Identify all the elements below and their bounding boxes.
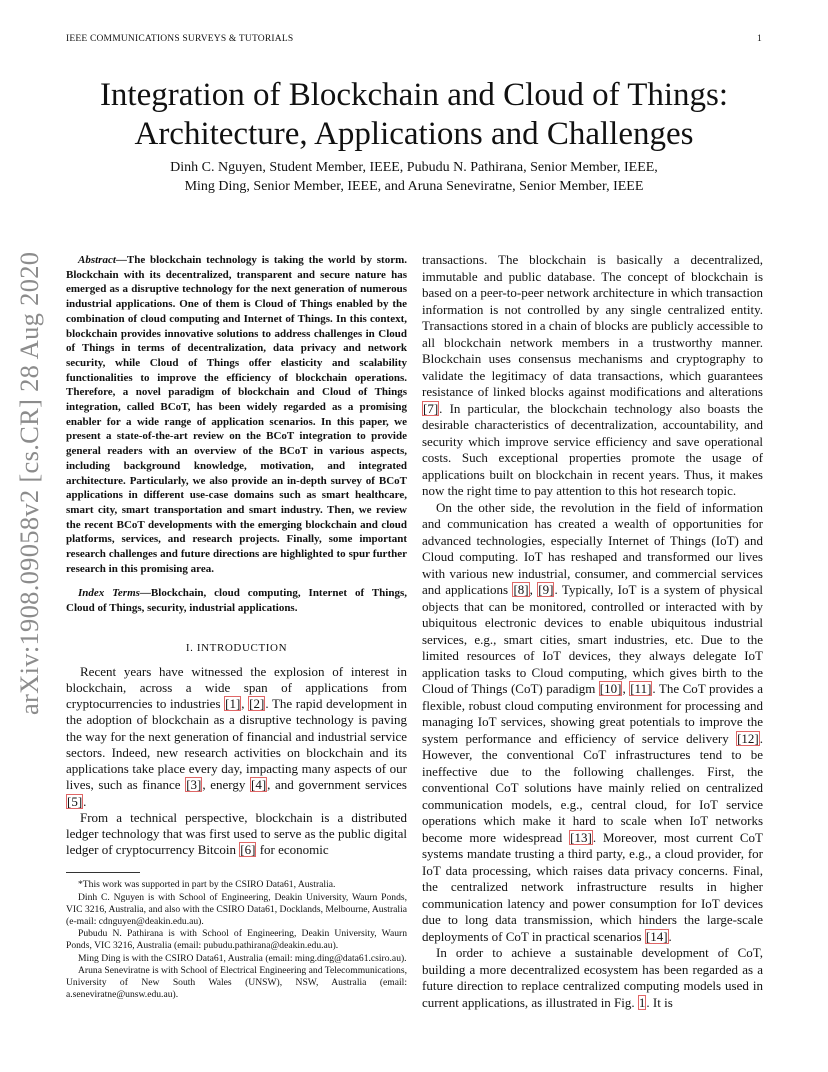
footnote-author-3: Ming Ding is with the CSIRO Data61, Australia (email: ming.ding@data61.csiro.au). (78, 952, 407, 964)
citation-link[interactable]: [5] (67, 793, 83, 809)
footnote-author-4: Aruna Seneviratne is with School of Electrical Engineering and Telecommunications, University of New South Wales (UNSW), NSW, Australia (email: a.seneviratne@unsw.edu.au). (66, 964, 407, 1001)
citation-link[interactable]: [8] (513, 582, 529, 597)
right-paragraph-3: In order to achieve a sustainable development of CoT, building a more decentralized ecosystem has been regarded as a future direction to replace centralized computing models used in current applications, as illustrated in Fig. 1. It is (422, 945, 763, 1010)
citation-link[interactable]: [3] (186, 777, 202, 793)
footnote-funding: *This work was supported in part by the CSIRO Data61, Australia. (78, 879, 336, 891)
authors-line-2: Ming Ding, Senior Member, IEEE, and Aruna Seneviratne, Senior Member, IEEE (184, 179, 644, 194)
intro-paragraph-2: From a technical perspective, blockchain is a distributed ledger technology that was first used to serve as the public digital ledger of cryptocurrency Bitcoin [6] for economic (66, 809, 407, 858)
running-head (66, 34, 762, 44)
footnote-divider (66, 872, 140, 873)
citation-link[interactable]: [12] (737, 730, 759, 746)
citation-link[interactable]: [4] (250, 777, 267, 793)
citation-link[interactable]: [13] (570, 829, 592, 845)
footnotes (66, 879, 407, 1001)
authors-line-1: Dinh C. Nguyen, Student Member, IEEE, Pubudu N. Pathirana, Senior Member, IEEE, (170, 160, 658, 175)
citation-link[interactable]: [11] (630, 681, 652, 696)
arxiv-identifier: arXiv:1908.09058v2 [cs.CR] 28 Aug 2020 (14, 251, 44, 715)
citation-link[interactable]: [6] (240, 842, 256, 858)
index-terms-label: Index Terms (78, 587, 140, 600)
citation-link[interactable]: [7] (423, 400, 439, 416)
right-paragraph-2: On the other side, the revolution in the field of information and communication has created a wealth of opportunities for advanced technologies, especially Internet of Things (IoT) and Cloud computing. IoT has reshaped and transformed our lives with various new industrial, consumer, and commercial services and applications [8], [9]. Typically, IoT is a system of physical objects that can be monitored, controlled or interacted with by ubiquitous electronic devices to enable ubiquitous industrial services, e.g., smart cities, smart industries, etc. Due to the limited resources of IoT devices, they always delegate IoT application tasks to Cloud computing, which gives birth to the Cloud of Things (CoT) paradigm [10], [11]. The CoT provides a flexible, robust cloud computing environment for processing and managing IoT services, showing great potentials to improve the system performance and efficiency of service delivery [12]. However, the conventional CoT infrastructures tend to be ineffective due to the following challenges. First, the conventional CoT solutions have mainly relied on centralized communication models, e.g., central cloud, for IoT service operations which make it hard to scale when IoT networks become more widespread [13]. Moreover, most current CoT systems mandate trusting a third party, e.g., a cloud provider, for IoT data processing, which raises data privacy concerns. Final, the centralized network infrastructure results in higher communication latency and power consumption for IoT devices due to long data transmission, which hinders the large-scale deployments of CoT in practical scenarios [14]. (422, 499, 764, 944)
figure-link[interactable]: 1 (638, 994, 646, 1010)
citation-link[interactable]: [9] (538, 582, 554, 597)
citation-link[interactable]: [14] (645, 928, 668, 944)
index-terms (66, 586, 407, 615)
abstract (66, 253, 407, 576)
author-list (40, 158, 788, 196)
right-column (422, 252, 763, 1011)
left-column (66, 253, 407, 1001)
paper-title (40, 76, 788, 154)
title-line-1: Integration of Blockchain and Cloud of Things: (99, 77, 729, 113)
index-terms-text: —Blockchain, cloud computing, Internet of Things, Cloud of Things, security, industrial applications. (66, 587, 407, 615)
section-heading-introduction: I. INTRODUCTION (185, 641, 288, 654)
title-line-2: Architecture, Applications and Challenges (134, 116, 694, 152)
intro-paragraph-1: Recent years have witnessed the explosion of interest in blockchain, across a wide span of applications from cryptocurrencies to industries [1], [2]. The rapid development in the adoption of blockchain as a disruptive technology is paving the way for the next generation of financial and industrial service sectors. Indeed, new research activities on blockchain and its applications take place every day, impacting many aspects of our lives, such as finance [3], energy [4], and government services [5]. (66, 663, 407, 809)
abstract-text: —The blockchain technology is taking the world by storm. Blockchain with its decentralized, transparent and secure nature has emerged as a disruptive technology for the next generation of numerous industrial applications. One of them is Cloud of Things enabled by the combination of cloud computing and Internet of Things. In this context, blockchain provides innovative solutions to address challenges in Cloud of Things in terms of decentralization, data privacy and network security, while Cloud of Things offer elasticity and scalability functionalities to improve the efficiency of blockchain operations. Therefore, a novel paradigm of blockchain and Cloud of Things integration, called BCoT, has been widely regarded as a promising enabler for a wide range of application scenarios. In this paper, we present a state-of-the-art review on the BCoT integration to provide general readers with an overview of the BCoT in various aspects, including background knowledge, motivation, and integrated architecture. Particularly, we also provide an in-depth survey of BCoT applications in different use-case domains such as smart healthcare, smart city, smart transportation and smart industry. Then, we review the recent BCoT developments with the emerging blockchain and cloud platforms, services, and research projects. Finally, some important research challenges and future directions are highlighted to spur further research in this promising area. (66, 254, 407, 575)
citation-link[interactable]: [2] (249, 696, 265, 712)
abstract-label: Abstract (78, 254, 116, 266)
journal-name: IEEE COMMUNICATIONS SURVEYS & TUTORIALS (66, 34, 294, 44)
footnote-author-1: Dinh C. Nguyen is with School of Engineering, Deakin University, Waurn Ponds, VIC 3216, Australia, and also with the CSIRO Data61, Docklands, Melbourne, Australia (e-mail: cdnguyen@deakin.edu.au). (66, 891, 407, 927)
citation-link[interactable]: [10] (599, 681, 622, 696)
citation-link[interactable]: [1] (225, 696, 241, 712)
right-paragraph-1: transactions. The blockchain is basically a decentralized, immutable and public database. The concept of blockchain is based on a peer-to-peer network architecture in which transaction information is not controlled by any single centralized entity. Transactions stored in a chain of blocks are publicly accessible to all blockchain network members in a trustworthy manner. Blockchain uses consensus mechanisms and cryptography to validate the legitimacy of data transactions, which guarantees resistance of linked blocks against modifications and alterations [7]. In particular, the blockchain technology also boasts the desirable characteristics of decentralization, accountability, and security which improve service efficiency and save operational costs. Such exceptional properties promote the usage of applications built on blockchain in recent years. Thus, it makes now the right time to pay attention to this hot research topic. (422, 252, 763, 498)
page-number: 1 (757, 34, 762, 44)
footnote-author-2: Pubudu N. Pathirana is with School of Engineering, Deakin University, Waurn Ponds, VIC 3216, Australia (email: pubudu.pathirana@deakin.edu.au). (66, 928, 407, 952)
